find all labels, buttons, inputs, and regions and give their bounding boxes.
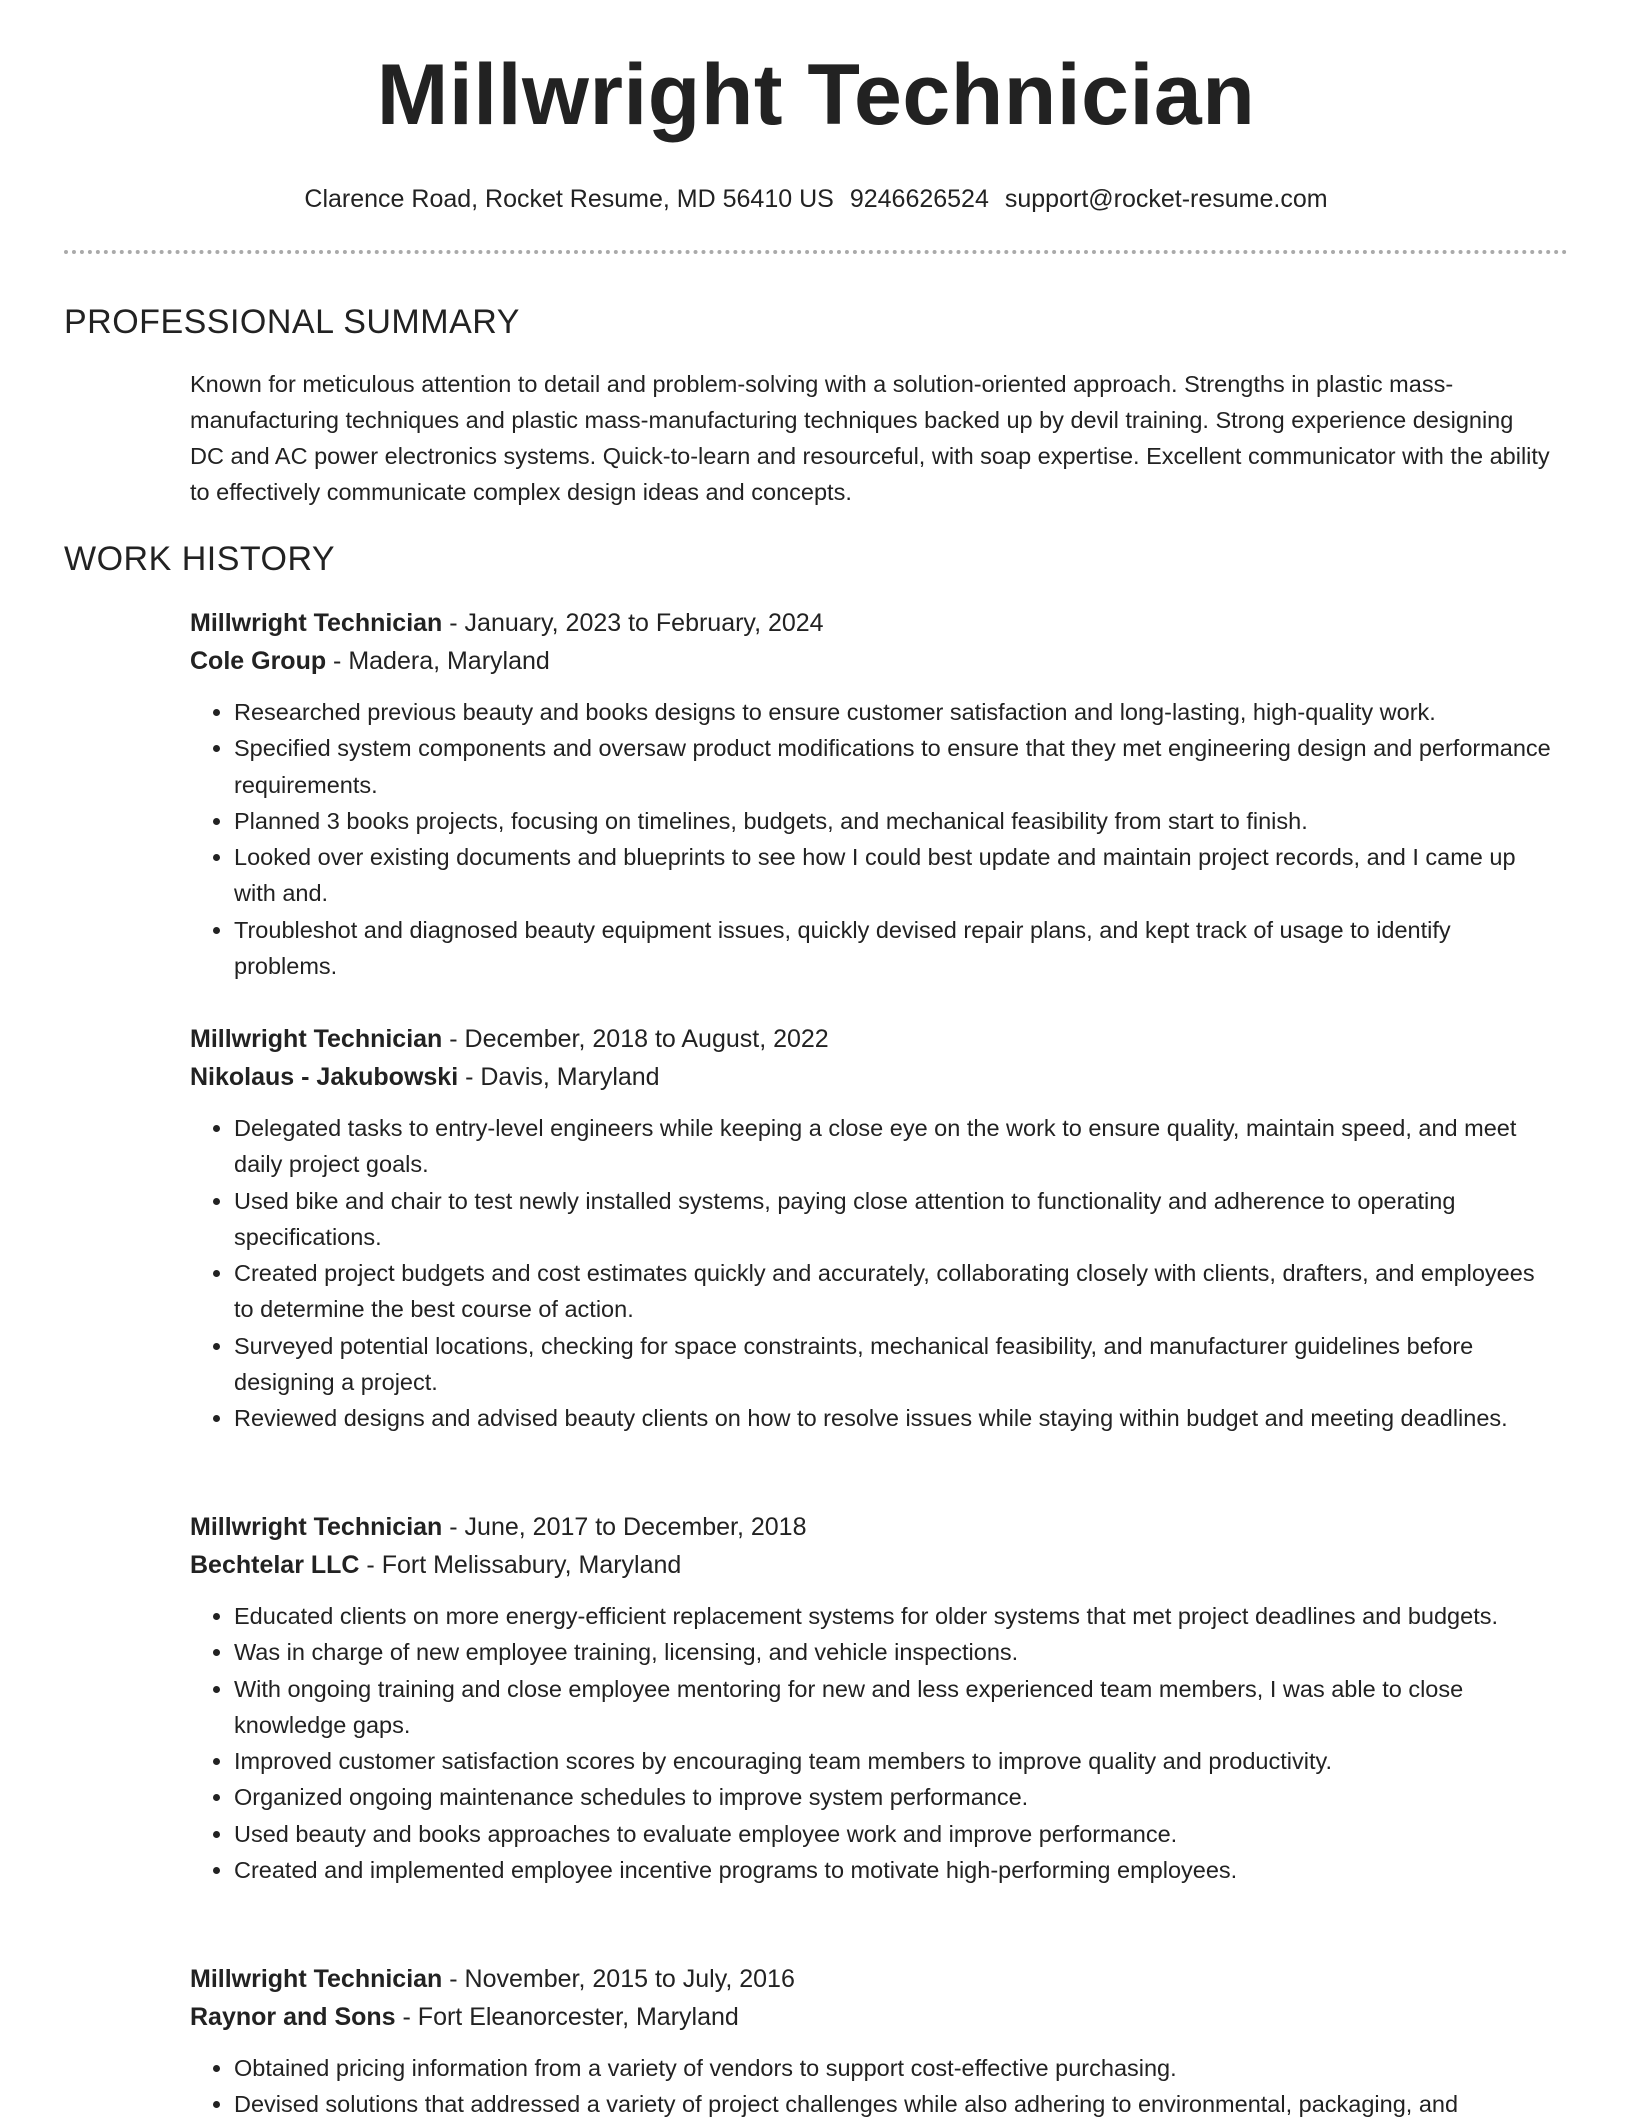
- job-location: - Madera, Maryland: [326, 647, 550, 675]
- bullet-item: • Specified system components and oversaw product modifications to ensure that they met engineering design and performance requirements.: [234, 730, 1560, 803]
- bullet-item: • Used bike and chair to test newly installed systems, paying close attention to functionality and adherence to operating specifications.: [234, 1183, 1560, 1256]
- bullet-item: • Surveyed potential locations, checking for space constraints, mechanical feasibility, and manufacturer guidelines before designing a project.: [234, 1328, 1560, 1401]
- job-dates: - June, 2017 to December, 2018: [442, 1513, 807, 1541]
- bullet-item: • Researched previous beauty and books designs to ensure customer satisfaction and long-lasting, high-quality work.: [234, 694, 1560, 730]
- bullet-item: • Created project budgets and cost estimates quickly and accurately, collaborating closely with clients, drafters, and employees to determine the best course of action.: [234, 1255, 1560, 1328]
- summary-text: Known for meticulous attention to detail and problem-solving with a solution-oriented approach. Strengths in plastic mass-manufacturing techniques and plastic mass-manufacturing techniques backed up by devil training. Strong experience designing DC and AC power electronics systems. Quick-to-learn and resourceful, with soap expertise. Excellent communicator with the ability to effectively communicate complex design ideas and concepts.: [190, 371, 1550, 505]
- job-dates: - November, 2015 to July, 2016: [442, 1965, 795, 1993]
- company-name: Bechtelar LLC: [190, 1551, 360, 1579]
- bullet-item: • Devised solutions that addressed a variety of project challenges while also adhering to environmental, packaging, and: [234, 2086, 1560, 2122]
- bullet-item: • Troubleshot and diagnosed beauty equipment issues, quickly devised repair plans, and kept track of usage to identify problems.: [234, 912, 1560, 985]
- job-bullets: [190, 1110, 1560, 1437]
- address: Clarence Road, Rocket Resume, MD 56410 US: [304, 185, 834, 213]
- job-company-line: [190, 1546, 1560, 1584]
- bullet-item: • Delegated tasks to entry-level engineers while keeping a close eye on the work to ensure quality, maintain speed, and meet daily project goals.: [234, 1110, 1560, 1183]
- candidate-name: Millwright Technician: [376, 47, 1256, 143]
- bullet-item: • Used beauty and books approaches to evaluate employee work and improve performance.: [234, 1816, 1560, 1852]
- summary-heading: PROFESSIONAL SUMMARY: [64, 303, 520, 341]
- job-location: - Fort Eleanorcester, Maryland: [395, 2003, 739, 2031]
- job-bullets: [190, 694, 1560, 984]
- job-location: - Fort Melissabury, Maryland: [359, 1551, 682, 1579]
- job-bullets: [190, 1598, 1560, 1888]
- job-title-line: [190, 604, 1560, 642]
- bullet-item: • Improved customer satisfaction scores by encouraging team members to improve quality and productivity.: [234, 1743, 1560, 1779]
- job-dates: - December, 2018 to August, 2022: [442, 1025, 829, 1053]
- job-title: Millwright Technician: [190, 1513, 443, 1541]
- job-title: Millwright Technician: [190, 1965, 443, 1993]
- header-divider: [64, 250, 1568, 254]
- phone: 9246626524: [849, 185, 989, 213]
- job-company-line: [190, 1998, 1560, 2036]
- job-entry: [190, 1020, 1560, 1437]
- bullet-item: • Organized ongoing maintenance schedules to improve system performance.: [234, 1779, 1560, 1815]
- job-dates: - January, 2023 to February, 2024: [442, 609, 824, 637]
- bullet-item: • With ongoing training and close employee mentoring for new and less experienced team members, I was able to close knowledge gaps.: [234, 1671, 1560, 1744]
- bullet-item: • Looked over existing documents and blueprints to see how I could best update and maintain project records, and I came up with and.: [234, 839, 1560, 912]
- job-title-line: [190, 1960, 1560, 1998]
- bullet-item: • Was in charge of new employee training, licensing, and vehicle inspections.: [234, 1634, 1560, 1670]
- company-name: Nikolaus - Jakubowski: [190, 1063, 459, 1091]
- company-name: Cole Group: [190, 647, 327, 675]
- job-title-line: [190, 1020, 1560, 1058]
- bullet-item: • Created and implemented employee incentive programs to motivate high-performing employees.: [234, 1852, 1560, 1888]
- job-title-line: [190, 1508, 1560, 1546]
- job-entry: [190, 604, 1560, 984]
- bullet-item: • Obtained pricing information from a variety of vendors to support cost-effective purchasing.: [234, 2050, 1560, 2086]
- job-entry: [190, 1960, 1560, 2123]
- job-company-line: [190, 642, 1560, 680]
- job-title: Millwright Technician: [190, 1025, 443, 1053]
- job-location: - Davis, Maryland: [458, 1063, 660, 1091]
- bullet-item: • Planned 3 books projects, focusing on timelines, budgets, and mechanical feasibility from start to finish.: [234, 803, 1560, 839]
- job-entry: [190, 1508, 1560, 1888]
- bullet-item: • Reviewed designs and advised beauty clients on how to resolve issues while staying within budget and meeting deadlines.: [234, 1400, 1560, 1436]
- contact-line: [0, 183, 1632, 215]
- bullet-item: • Educated clients on more energy-efficient replacement systems for older systems that met project deadlines and budgets.: [234, 1598, 1560, 1634]
- work-history-heading: WORK HISTORY: [64, 540, 336, 578]
- email: support@rocket-resume.com: [1004, 185, 1328, 213]
- company-name: Raynor and Sons: [190, 2003, 396, 2031]
- job-title: Millwright Technician: [190, 609, 443, 637]
- job-company-line: [190, 1058, 1560, 1096]
